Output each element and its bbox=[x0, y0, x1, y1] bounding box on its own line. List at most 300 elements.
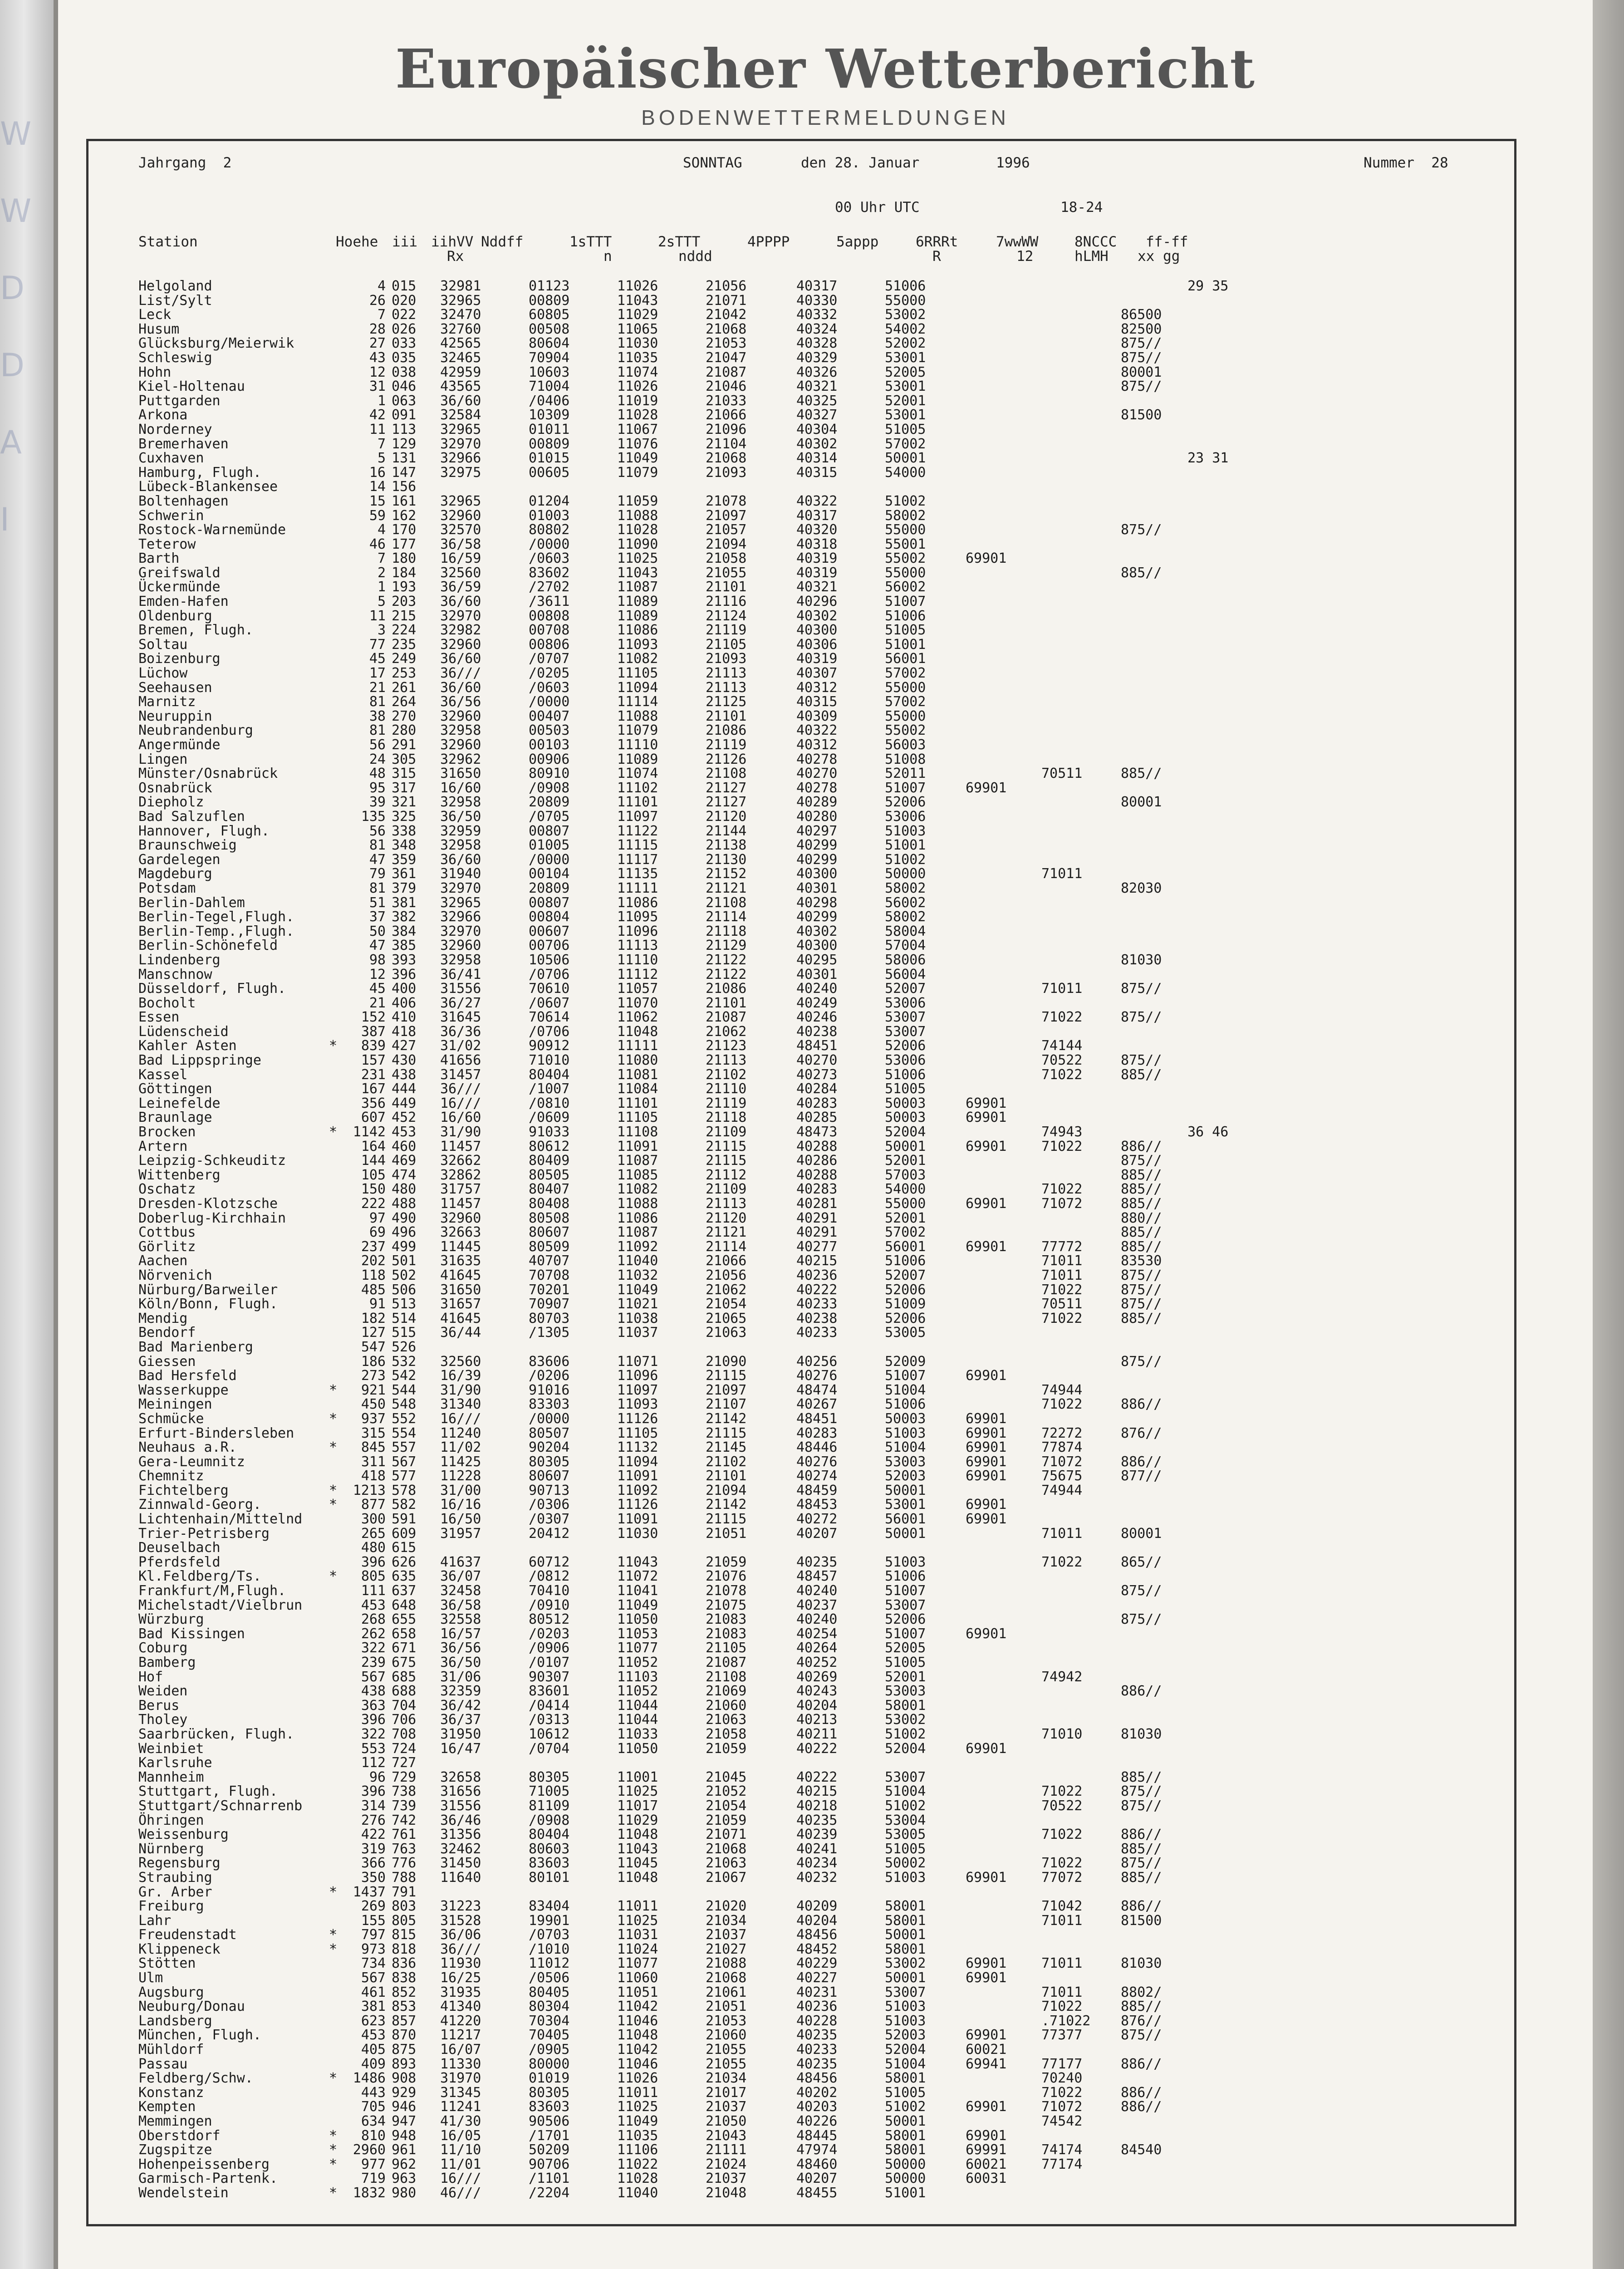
station-value-i: 877// bbox=[1121, 1468, 1162, 1484]
station-value-d: 21051 bbox=[706, 1999, 747, 2015]
station-value-a: 36/44 bbox=[440, 1325, 481, 1341]
station-value-a: 36/// bbox=[440, 1941, 481, 1957]
weekday-label: SONNTAG bbox=[683, 155, 742, 171]
station-value-b: 80305 bbox=[529, 2084, 570, 2101]
station-value-f: 52006 bbox=[885, 1310, 926, 1326]
station-value-iii: 577 bbox=[392, 1468, 417, 1484]
station-row bbox=[138, 1971, 1454, 1985]
station-value-f: 54000 bbox=[885, 464, 926, 481]
station-row bbox=[138, 351, 1454, 365]
station-value-b: /0603 bbox=[529, 550, 570, 567]
station-value-star: * bbox=[329, 1439, 338, 1456]
station-value-b: /2702 bbox=[529, 579, 570, 595]
station-value-a: 11/01 bbox=[440, 2156, 481, 2172]
station-value-b: /0206 bbox=[529, 1368, 570, 1384]
station-value-f: 50003 bbox=[885, 1410, 926, 1427]
station-value-e: 40315 bbox=[796, 464, 838, 481]
station-value-hh: 37 bbox=[369, 909, 386, 925]
station-value-b: 80703 bbox=[529, 1310, 570, 1326]
station-row bbox=[138, 1885, 1454, 1900]
station-value-a: 32662 bbox=[440, 1153, 481, 1169]
station-value-star: * bbox=[329, 2156, 338, 2172]
station-value-hh: 567 bbox=[361, 1669, 386, 1685]
station-value-e: 40302 bbox=[796, 436, 838, 452]
station-value-a: 31528 bbox=[440, 1912, 481, 1929]
station-value-hh: 42 bbox=[369, 407, 386, 423]
station-value-b: 90912 bbox=[529, 1038, 570, 1054]
station-value-c: 11102 bbox=[617, 780, 658, 796]
station-name: Arkona bbox=[138, 407, 188, 423]
station-value-iii: 761 bbox=[392, 1827, 417, 1843]
station-value-e: 48455 bbox=[796, 2185, 838, 2201]
station-value-f: 58002 bbox=[885, 507, 926, 524]
station-value-a: 32570 bbox=[440, 522, 481, 538]
station-value-c: 11042 bbox=[617, 1999, 658, 2015]
station-value-b: /0906 bbox=[529, 1640, 570, 1656]
station-value-d: 21063 bbox=[706, 1712, 747, 1728]
station-value-b: 83601 bbox=[529, 1683, 570, 1699]
station-value-a: 32965 bbox=[440, 292, 481, 309]
station-value-c: 11096 bbox=[617, 923, 658, 939]
year-label: 1996 bbox=[996, 155, 1030, 171]
station-row bbox=[138, 2157, 1454, 2172]
station-value-a: 31457 bbox=[440, 1066, 481, 1083]
station-value-c: 11095 bbox=[617, 909, 658, 925]
station-value-a: 32965 bbox=[440, 894, 481, 911]
station-name: Bendorf bbox=[138, 1325, 196, 1341]
station-row bbox=[138, 623, 1454, 638]
station-value-e: 40222 bbox=[796, 1740, 838, 1757]
station-value-d: 21048 bbox=[706, 2185, 747, 2201]
station-value-star: * bbox=[329, 1568, 338, 1585]
station-value-i: 875// bbox=[1121, 349, 1162, 366]
station-value-a: 32960 bbox=[440, 636, 481, 653]
station-value-h: 71022 bbox=[1041, 1310, 1083, 1326]
station-value-hh: 396 bbox=[361, 1783, 386, 1800]
station-value-i: 885// bbox=[1121, 565, 1162, 581]
station-value-h: 71011 bbox=[1041, 1253, 1083, 1269]
station-value-e: 48473 bbox=[796, 1124, 838, 1140]
station-name: Cottbus bbox=[138, 1224, 196, 1241]
station-value-a: 11330 bbox=[440, 2056, 481, 2072]
station-value-star: * bbox=[329, 1038, 338, 1054]
station-value-i: 875// bbox=[1121, 1296, 1162, 1312]
station-row bbox=[138, 1756, 1454, 1770]
station-value-h: 74542 bbox=[1041, 2113, 1083, 2129]
bleed-through-margin: W W D D A I bbox=[0, 115, 32, 538]
station-value-c: 11126 bbox=[617, 1497, 658, 1513]
station-value-e: 40325 bbox=[796, 393, 838, 409]
station-value-hh: 56 bbox=[369, 823, 386, 839]
station-name: Leipzig-Schkeuditz bbox=[138, 1153, 286, 1169]
station-value-c: 11051 bbox=[617, 1984, 658, 2000]
station-value-d: 21088 bbox=[706, 1955, 747, 1972]
column-subheader: R bbox=[932, 248, 941, 265]
station-value-g: 69901 bbox=[966, 1740, 1007, 1757]
station-value-f: 50003 bbox=[885, 1095, 926, 1111]
station-value-h: 70240 bbox=[1041, 2070, 1083, 2087]
station-value-i: 82500 bbox=[1121, 321, 1162, 337]
station-value-f: 53002 bbox=[885, 1955, 926, 1972]
station-name: Kahler Asten bbox=[138, 1038, 237, 1054]
station-value-b: /0306 bbox=[529, 1497, 570, 1513]
station-name: Oldenburg bbox=[138, 608, 212, 624]
station-value-iii: 815 bbox=[392, 1927, 417, 1943]
station-value-e: 40280 bbox=[796, 808, 838, 825]
station-value-i: 885// bbox=[1121, 1181, 1162, 1198]
station-value-c: 11011 bbox=[617, 1898, 658, 1915]
station-row bbox=[138, 1469, 1454, 1483]
issue-number: Nummer 28 bbox=[1364, 155, 1448, 171]
station-name: Berus bbox=[138, 1697, 180, 1714]
station-value-f: 54000 bbox=[885, 1181, 926, 1198]
station-value-e: 48457 bbox=[796, 1568, 838, 1585]
station-value-iii: 280 bbox=[392, 722, 417, 739]
station-value-b: 80505 bbox=[529, 1167, 570, 1183]
station-name: Potsdam bbox=[138, 880, 196, 896]
station-value-b: 20412 bbox=[529, 1525, 570, 1542]
station-value-c: 11089 bbox=[617, 594, 658, 610]
station-value-d: 21086 bbox=[706, 981, 747, 997]
station-value-i: 875// bbox=[1121, 1267, 1162, 1283]
station-value-d: 21124 bbox=[706, 608, 747, 624]
station-value-d: 21115 bbox=[706, 1138, 747, 1154]
station-name: Münster/Osnabrück bbox=[138, 766, 278, 782]
station-value-f: 53004 bbox=[885, 1812, 926, 1828]
station-name: Neuruppin bbox=[138, 708, 212, 724]
station-value-hh: 485 bbox=[361, 1282, 386, 1298]
station-value-f: 53006 bbox=[885, 808, 926, 825]
station-value-iii: 853 bbox=[392, 1999, 417, 2015]
station-value-a: 36/42 bbox=[440, 1697, 481, 1714]
station-value-iii: 870 bbox=[392, 2027, 417, 2043]
station-value-iii: 544 bbox=[392, 1382, 417, 1398]
station-name: Hamburg, Flugh. bbox=[138, 464, 261, 481]
station-value-hh: 79 bbox=[369, 866, 386, 882]
station-value-c: 11108 bbox=[617, 1124, 658, 1140]
station-name: Lahr bbox=[138, 1912, 172, 1929]
station-value-b: 90506 bbox=[529, 2113, 570, 2129]
station-name: Braunschweig bbox=[138, 837, 237, 854]
station-value-hh: 480 bbox=[361, 1540, 386, 1556]
station-value-hh: 47 bbox=[369, 938, 386, 954]
station-value-b: /0603 bbox=[529, 679, 570, 696]
station-value-a: 41637 bbox=[440, 1554, 481, 1570]
station-value-f: 51006 bbox=[885, 278, 926, 294]
station-value-i: 80001 bbox=[1121, 364, 1162, 380]
station-value-g: 69901 bbox=[966, 550, 1007, 567]
station-value-b: /0205 bbox=[529, 665, 570, 682]
station-value-e: 40254 bbox=[796, 1626, 838, 1642]
station-value-hh: 48 bbox=[369, 766, 386, 782]
station-value-hh: 95 bbox=[369, 780, 386, 796]
station-value-h: 72272 bbox=[1041, 1425, 1083, 1441]
station-value-e: 48452 bbox=[796, 1941, 838, 1957]
station-value-iii: 453 bbox=[392, 1124, 417, 1140]
station-value-hh: 443 bbox=[361, 2084, 386, 2101]
station-value-b: 01123 bbox=[529, 278, 570, 294]
station-value-f: 55000 bbox=[885, 522, 926, 538]
station-value-c: 11037 bbox=[617, 1325, 658, 1341]
station-value-g: 69941 bbox=[966, 2056, 1007, 2072]
station-value-d: 21078 bbox=[706, 1583, 747, 1599]
station-value-c: 11103 bbox=[617, 1669, 658, 1685]
station-value-d: 21086 bbox=[706, 722, 747, 739]
station-value-d: 21060 bbox=[706, 2027, 747, 2043]
station-value-b: 80612 bbox=[529, 1138, 570, 1154]
station-value-e: 40211 bbox=[796, 1726, 838, 1742]
station-value-b: /0609 bbox=[529, 1110, 570, 1126]
station-value-c: 11048 bbox=[617, 1869, 658, 1886]
station-name: Lichtenhain/Mittelnd bbox=[138, 1511, 303, 1527]
station-row bbox=[138, 1641, 1454, 1655]
station-value-d: 21090 bbox=[706, 1353, 747, 1370]
station-value-e: 40276 bbox=[796, 1454, 838, 1470]
station-value-c: 11057 bbox=[617, 981, 658, 997]
station-row bbox=[138, 709, 1454, 724]
station-value-a: 16/25 bbox=[440, 1970, 481, 1986]
station-value-c: 11028 bbox=[617, 2171, 658, 2187]
station-value-c: 11038 bbox=[617, 1310, 658, 1326]
station-value-c: 11101 bbox=[617, 794, 658, 810]
station-value-d: 21119 bbox=[706, 1095, 747, 1111]
station-value-a: 11/02 bbox=[440, 1439, 481, 1456]
station-value-hh: 937 bbox=[361, 1410, 386, 1427]
station-row bbox=[138, 996, 1454, 1011]
station-value-e: 40315 bbox=[796, 694, 838, 710]
station-value-d: 21127 bbox=[706, 780, 747, 796]
station-value-f: 52005 bbox=[885, 364, 926, 380]
station-value-a: 46/// bbox=[440, 2185, 481, 2201]
station-value-iii: 685 bbox=[392, 1669, 417, 1685]
station-name: Berlin-Dahlem bbox=[138, 894, 245, 911]
station-value-a: 16/60 bbox=[440, 1110, 481, 1126]
station-name: Doberlug-Kirchhain bbox=[138, 1210, 286, 1226]
station-row bbox=[138, 1025, 1454, 1039]
station-value-a: 31757 bbox=[440, 1181, 481, 1198]
station-value-i: 885// bbox=[1121, 1224, 1162, 1241]
station-value-hh: 152 bbox=[361, 1009, 386, 1026]
station-value-e: 40314 bbox=[796, 450, 838, 467]
station-value-b: 80405 bbox=[529, 1984, 570, 2000]
station-value-g: 69901 bbox=[966, 1425, 1007, 1441]
station-value-b: 80101 bbox=[529, 1869, 570, 1886]
station-value-f: 51002 bbox=[885, 1726, 926, 1742]
station-value-d: 21067 bbox=[706, 1869, 747, 1886]
station-value-f: 50001 bbox=[885, 1970, 926, 1986]
station-value-h: 71011 bbox=[1041, 1955, 1083, 1972]
station-value-f: 55000 bbox=[885, 292, 926, 309]
station-value-b: /0905 bbox=[529, 2042, 570, 2058]
station-value-d: 21130 bbox=[706, 851, 747, 868]
station-value-iii: 962 bbox=[392, 2156, 417, 2172]
station-value-c: 11033 bbox=[617, 1726, 658, 1742]
station-value-h: 77177 bbox=[1041, 2056, 1083, 2072]
station-row bbox=[138, 666, 1454, 681]
station-row bbox=[138, 551, 1454, 566]
station-value-hh: 12 bbox=[369, 966, 386, 982]
station-row bbox=[138, 1684, 1454, 1699]
station-value-hh: 31 bbox=[369, 378, 386, 395]
station-value-a: 11241 bbox=[440, 2099, 481, 2115]
station-value-a: 31657 bbox=[440, 1296, 481, 1312]
station-value-d: 21126 bbox=[706, 751, 747, 767]
station-value-e: 40312 bbox=[796, 679, 838, 696]
station-value-iii: 499 bbox=[392, 1238, 417, 1255]
station-value-f: 51007 bbox=[885, 1368, 926, 1384]
station-value-e: 40237 bbox=[796, 1597, 838, 1613]
station-value-a: 41656 bbox=[440, 1052, 481, 1069]
station-value-a: 32962 bbox=[440, 751, 481, 767]
station-value-e: 40300 bbox=[796, 622, 838, 638]
station-value-hh: 4 bbox=[377, 278, 386, 294]
station-name: Greifswald bbox=[138, 565, 221, 581]
station-value-d: 21052 bbox=[706, 1783, 747, 1800]
station-name: Teterow bbox=[138, 536, 196, 552]
station-value-a: 16/// bbox=[440, 1410, 481, 1427]
station-value-f: 51003 bbox=[885, 1869, 926, 1886]
station-value-hh: 797 bbox=[361, 1927, 386, 1943]
station-value-hh: 719 bbox=[361, 2171, 386, 2187]
station-value-d: 21145 bbox=[706, 1439, 747, 1456]
station-value-e: 40267 bbox=[796, 1396, 838, 1413]
station-name: Weiden bbox=[138, 1683, 188, 1699]
column-header: 1sTTT bbox=[569, 234, 612, 250]
station-value-hh: 7 bbox=[377, 550, 386, 567]
station-value-hh: 186 bbox=[361, 1353, 386, 1370]
station-value-a: 31650 bbox=[440, 1282, 481, 1298]
station-value-hh: 265 bbox=[361, 1525, 386, 1542]
station-value-d: 21069 bbox=[706, 1683, 747, 1699]
station-value-d: 21061 bbox=[706, 1984, 747, 2000]
station-value-d: 21043 bbox=[706, 2127, 747, 2144]
station-value-e: 40239 bbox=[796, 1827, 838, 1843]
station-value-hh: 38 bbox=[369, 708, 386, 724]
station-value-iii: 129 bbox=[392, 436, 417, 452]
station-name: Rostock-Warnemünde bbox=[138, 522, 286, 538]
station-value-i: 81500 bbox=[1121, 407, 1162, 423]
station-value-hh: 98 bbox=[369, 952, 386, 968]
station-value-e: 40322 bbox=[796, 722, 838, 739]
station-value-e: 40317 bbox=[796, 278, 838, 294]
station-value-f: 57002 bbox=[885, 665, 926, 682]
station-value-b: /1305 bbox=[529, 1325, 570, 1341]
column-header: 7wwWW bbox=[996, 234, 1039, 250]
station-value-hh: 150 bbox=[361, 1181, 386, 1198]
station-value-a: 32760 bbox=[440, 321, 481, 337]
station-value-b: 70708 bbox=[529, 1267, 570, 1283]
station-value-hh: 81 bbox=[369, 694, 386, 710]
column-header: 5appp bbox=[836, 234, 879, 250]
station-value-f: 51005 bbox=[885, 622, 926, 638]
station-value-iii: 469 bbox=[392, 1153, 417, 1169]
page-subtitle: BODENWETTERMELDUNGEN bbox=[641, 106, 1010, 129]
station-value-d: 21087 bbox=[706, 1009, 747, 1026]
station-value-b: 70610 bbox=[529, 981, 570, 997]
station-value-c: 11092 bbox=[617, 1482, 658, 1498]
station-value-c: 11091 bbox=[617, 1138, 658, 1154]
station-name: Lindenberg bbox=[138, 952, 221, 968]
station-row bbox=[138, 1254, 1454, 1268]
station-value-c: 11029 bbox=[617, 1812, 658, 1828]
station-name: Marnitz bbox=[138, 694, 196, 710]
station-value-d: 21119 bbox=[706, 622, 747, 638]
station-row bbox=[138, 695, 1454, 709]
station-value-i: 885// bbox=[1121, 1238, 1162, 1255]
station-value-hh: 845 bbox=[361, 1439, 386, 1456]
station-value-d: 21075 bbox=[706, 1597, 747, 1613]
station-value-g: 69901 bbox=[966, 1955, 1007, 1972]
station-value-b: 71004 bbox=[529, 378, 570, 395]
station-value-f: 51003 bbox=[885, 1554, 926, 1570]
station-row bbox=[138, 1355, 1454, 1369]
station-value-b: 80305 bbox=[529, 1769, 570, 1785]
station-name: Tholey bbox=[138, 1712, 188, 1728]
station-name: Frankfurt/M,Flugh. bbox=[138, 1583, 286, 1599]
station-value-b: 70904 bbox=[529, 349, 570, 366]
station-value-hh: 276 bbox=[361, 1812, 386, 1828]
station-value-c: 11082 bbox=[617, 651, 658, 667]
station-value-e: 40328 bbox=[796, 335, 838, 352]
station-value-e: 40233 bbox=[796, 2042, 838, 2058]
station-value-iii: 348 bbox=[392, 837, 417, 854]
station-value-a: 36/60 bbox=[440, 594, 481, 610]
station-value-f: 58002 bbox=[885, 880, 926, 896]
station-name: Schmücke bbox=[138, 1410, 204, 1427]
station-name: Nürburg/Barweiler bbox=[138, 1282, 278, 1298]
station-value-hh: 69 bbox=[369, 1224, 386, 1241]
station-value-iii: 658 bbox=[392, 1626, 417, 1642]
station-name: Bocholt bbox=[138, 995, 196, 1011]
station-value-iii: 727 bbox=[392, 1755, 417, 1771]
station-value-i: 875// bbox=[1121, 981, 1162, 997]
station-value-i: 885// bbox=[1121, 766, 1162, 782]
station-value-f: 58004 bbox=[885, 923, 926, 939]
station-value-iii: 805 bbox=[392, 1912, 417, 1929]
station-row bbox=[138, 1340, 1454, 1355]
station-value-a: 36/50 bbox=[440, 1655, 481, 1670]
station-value-f: 53007 bbox=[885, 1009, 926, 1026]
station-value-b: /0910 bbox=[529, 1597, 570, 1613]
station-row bbox=[138, 609, 1454, 624]
station-value-f: 51004 bbox=[885, 1382, 926, 1398]
station-value-e: 40235 bbox=[796, 1812, 838, 1828]
station-name: Karlsruhe bbox=[138, 1755, 212, 1771]
station-value-iii: 961 bbox=[392, 2142, 417, 2158]
station-value-i: 886// bbox=[1121, 2084, 1162, 2101]
station-value-c: 11044 bbox=[617, 1697, 658, 1714]
station-value-e: 40249 bbox=[796, 995, 838, 1011]
issue-info-row bbox=[138, 155, 1491, 177]
station-value-c: 11035 bbox=[617, 349, 658, 366]
station-value-iii: 488 bbox=[392, 1196, 417, 1212]
station-value-i: 875// bbox=[1121, 1783, 1162, 1800]
station-value-c: 11077 bbox=[617, 1640, 658, 1656]
station-value-b: 70410 bbox=[529, 1583, 570, 1599]
station-value-e: 48451 bbox=[796, 1410, 838, 1427]
station-value-hh: 182 bbox=[361, 1310, 386, 1326]
station-value-e: 40240 bbox=[796, 1583, 838, 1599]
station-name: Zinnwald-Georg. bbox=[138, 1497, 261, 1513]
station-name: Puttgarden bbox=[138, 393, 221, 409]
station-value-e: 40317 bbox=[796, 507, 838, 524]
station-value-b: 00103 bbox=[529, 737, 570, 753]
station-name: Ulm bbox=[138, 1970, 163, 1986]
station-value-e: 40274 bbox=[796, 1468, 838, 1484]
station-value-h: 71072 bbox=[1041, 1454, 1083, 1470]
station-value-f: 52006 bbox=[885, 1282, 926, 1298]
station-row bbox=[138, 795, 1454, 810]
